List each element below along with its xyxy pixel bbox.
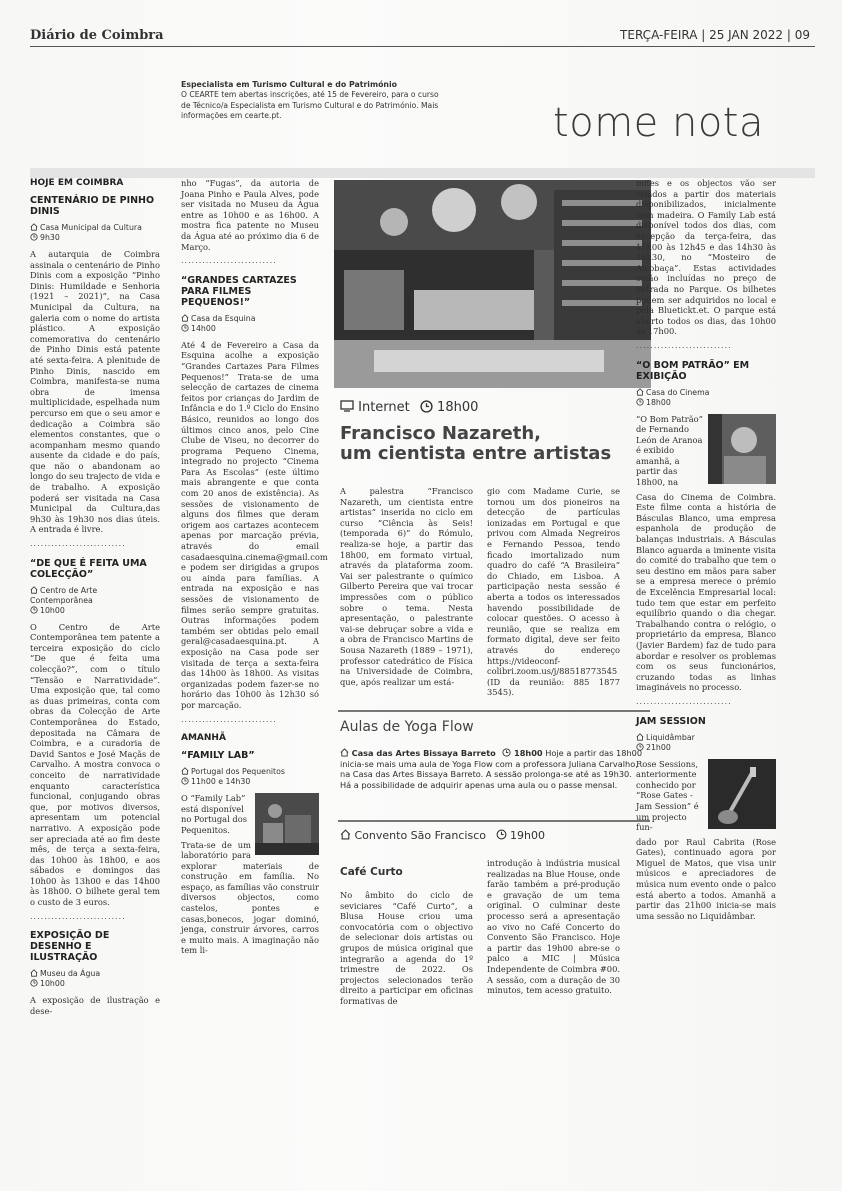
clock-icon [181,777,189,785]
divider-dots: ........................... [636,696,732,706]
event-text: A autarquia de Coimbra assinala o centenário de Pinho Dinis com a exposição “Pinho Dinis: Humildade e Senhoria (1921 – 2021)”, na Casa Municipal da Cultura, na galeria com o nome do artista plástico. A exposição comemorativa do centenário de Pinho Dinis está patente até sexta-feira. A plenitude de Pinho Dinis, nascido em Coimbra, manifesta-se numa obra de imensa multiplicidade, espelhada num percurso em que o seu amor e dedicação a Coimbra são elementos constantes, que o acompanham mesmo quando ausente da cidade e do país, que não o abandonam ao longo do seu trajecto de vida e de trabalho. A exposição poderá ser visitada na Casa Municipal da Cultura,das 9h30 às 19h30 nos dias úteis. A entrada é livre. [30,249,160,535]
promo-text: O CEARTE tem abertas inscrições, até 15 de Fevereiro, para o curso de Técnico/a Especialista em Turismo Cultural e do Património. Mais informações em cearte.pt. [181,90,439,121]
event-venue: Casa Municipal da Cultura [30,223,160,233]
clock-icon [30,606,38,614]
event-title: JAM SESSION [636,715,706,727]
photo-image [255,793,319,855]
home-icon [636,733,644,741]
yoga-title: Aulas de Yoga Flow [340,719,474,735]
home-icon [30,223,38,231]
home-icon [181,314,189,322]
yoga-rule [338,710,650,712]
event-text: Trata-se de um laboratório para explorar materiais de construção em família. No espaço, as famílias vão construir diversos objectos, como castelos, pontes e casas,bonecos, jogar dominó, jenga, construir árvores, carros e muito mais. A imaginação não tem li- [181,839,319,956]
yoga-text: Casa das Artes Bissaya Barreto 18h00 Hoje a partir das 18h00 inicia-se mais uma aula de Yoga Flow com a professora Juliana Carvalho, na Casa das Artes Bissaya Barreto. A sessão prolonga-se até as 19h30. Há a possibilidade de adquirir apenas uma aula ou o passe mensal. [340,748,643,790]
kicker-tomorrow: AMANHÃ [181,733,226,744]
divider-dots: ........................... [636,340,732,350]
clock-icon [30,979,38,987]
event-time: 14h00 [181,324,319,334]
event-title: “O BOM PATRÃO” EM EXIBIÇÃO [636,359,750,382]
photo-image [334,180,651,388]
home-icon [30,586,38,594]
divider-dots: ........................... [181,714,277,724]
event-text: O “Family Lab” está disponível no Portugal dos Pequenitos. [181,793,247,835]
column-2 [181,178,328,960]
film-actor-photo [708,414,776,484]
clock-icon [496,829,507,840]
event-time: 10h00 [30,606,160,616]
event-title: “GRANDES CARTAZES PARA FILMES PEQUENOS!” [181,274,297,308]
event-text: Até 4 de Fevereiro a Casa da Esquina acolhe a exposição “Grandes Cartazes Para Filmes Pequenos!” Trata-se de uma selecção de cartazes de cinema feitos por crianças do Jardim de Infância e do 1.º Ciclo do Ensino Básico, reunidos ao longo dos últimos cinco anos, pelo Cine Clube de Viseu, no decorrer do programa Pequeno Cinema, integrado no projecto “Cinema Para As Escolas” (este último mais abrangente e que conta com 20 anos de existência). As sessões de visionamento de alguns dos filmes que deram origem aos cartazes acontecem apenas por marcação prévia, através do email casadaesquina.cinema@gmail.com e podem ser dirigidas a grupos ou ainda para famílias. A entrada na exposição e nas sessões de visionamento de filmes serão sempre gratuitas. Outras informações podem também ser obtidas pelo email geral@casadaesquina.pt. A exposição na Casa pode ser visitada de terça a sexta-feira das 14h00 às 18h00. As visitas organizadas podem fazer-se no horário das 10h00 às 12h30 só por marcação. [181,339,328,710]
event-time: 9h30 [30,233,160,243]
clock-icon [30,233,38,241]
divider-dots: ........................... [181,256,277,266]
cafe-text-left: No âmbito do ciclo de seviciares “Café Curto”, a Blusa House criou uma convocatória com o objectivo de selecionar dois artistas ou grupos de música original que integrarão a agenda do 1º trimestre de 2022. Os projectos selecionados terão direito a participar em oficinas formativas de [340,890,473,1006]
event-time: 21h00 [636,743,776,753]
issue-date: TERÇA-FEIRA | 25 JAN 2022 | 09 [620,28,810,42]
divider-dots: ........................... [30,539,126,549]
event-text: dado por Raul Cabrita (Rose Gates), continuado agora por Miguel de Matos, que visa unir músicos e apreciadores de música num evento onde o palco está aberto a todos. Amanhã a partir das 21h00 inicia-se mais uma sessão no Liquidâmbar. [636,836,776,921]
event-venue: Casa do Cinema [636,388,776,398]
promo-box [181,80,441,122]
home-icon [340,748,349,757]
event-title: CENTENÁRIO DE PINHO DINIS [30,195,155,217]
event-text: Casa do Cinema de Coimbra. Este filme conta a história de Básculas Blanco, uma empresa espanhola de produção de balanças industriais. A Básculas Blanco aguarda a iminente visita do comité do trabalho que tem o seu destino em mãos para saber se a empresa merece o prémio de Excelência Empresarial local: tudo tem que estar em perfeito equilíbrio quando o dia chegar. Trabalhando contra o relógio, o proprietário da empresa, Blanco (Javier Bardem) faz de tudo para abordar e resolver os problemas com os seus funcionários, cruzando todas as linhas imagináveis no processo. [636,491,776,693]
home-icon [181,767,189,775]
clock-icon [181,324,189,332]
cafe-curto-title: Café Curto [340,866,403,878]
event-title: “DE QUE É FEITA UMA COLECÇÃO” [30,557,147,580]
continued-text: nho “Fugas”, da autoria de Joana Pinho e Paula Alves, pode ser visitada no Museu da Água entre as 10h00 e as 16h00. A mostra fica patente no Museu da Água até ao próximo dia 6 de Março. [181,178,319,252]
convento-rule [338,820,650,822]
photo-image [708,414,776,484]
event-venue: Portugal dos Pequenitos [181,767,319,777]
clock-icon [636,398,644,406]
event-time: 11h00 e 14h30 [181,777,319,787]
event-time: 18h00 [636,398,776,408]
cafe-text-right: introdução à indústria musical realizadas na Blue House, onde farão também a pré-produção e gravação de um tema original. O culminar deste processo será a apresentação ao vivo no Café Concerto do Convento São Francisco. Hoje a partir das 19h00 abre-se o palco a MIC | Música Independente de Coimbra #00. A sessão, com a duração de 30 minutos, tem acesso gratuito. [487,858,620,996]
guitar-image [708,759,776,829]
feature-meta: Internet 18h00 [340,400,478,415]
event-venue: Museu da Água [30,969,160,979]
column-4 [636,178,776,925]
section-band [30,168,815,178]
monitor-icon [340,400,354,412]
clock-icon [636,743,644,751]
kicker-today: HOJE EM COIMBRA [30,178,124,188]
clock-icon [502,748,511,757]
home-icon [636,388,644,396]
convento-meta: Convento São Francisco 19h00 [340,829,545,842]
event-text: A exposição de ilustração e dese- [30,995,160,1016]
event-venue: Centro de Arte Contemporânea [30,585,98,605]
event-venue: Casa da Esquina [181,314,319,324]
clock-icon [420,400,433,413]
feature-text-left: A palestra “Francisco Nazareth, um cientista entre artistas” inserida no ciclo em curso “Ciência às Seis! (temporada 6)” do Rómulo, realiza-se hoje, a partir das 18h00, em formato virtual, através da plataforma zoom. Vai ser palestrante o químico Gilberto Pereira que vai trocar impressões com o público sobre o tema. Nesta apresentação, o palestrante vai-se debruçar sobre a vida e a obra de Francisco Martins de Sousa Nazareth (1889 – 1971), professor catedrático de Física na Universidade de Coimbra, que, após realizar um está- [340,486,473,687]
library-photo [334,180,651,388]
event-title: “FAMILY LAB” [181,750,255,762]
event-venue: Liquidâmbar [636,733,776,743]
family-lab-photo [255,793,319,855]
divider-dots: ........................... [30,911,126,921]
header-rule [30,46,815,47]
event-text: Rose Sessions, anteriormente conhecido por “Rose Gates - Jam Session” é um projecto fun- [636,758,699,833]
masthead-brand: Diário de Coimbra [30,28,164,43]
section-title: tome nota [553,100,764,146]
event-text: O Centro de Arte Contemporânea tem patente a terceira exposição do ciclo “De que é feita uma colecção?”, com o título “Tensão e Narratividade”. Uma exposição que, tal como as duas primeiras, conta com obras da Colecção de Arte Contemporânea do Estado, depositada na Câmara de Coimbra, e a curadoria de David Santos e José Maçãs de Carvalho. A mostra convoca o conceito de narratividade enquanto característica funcional, conjugando obras que, por motivos diversos, apresentam um potencial narrativo. A exposição pode ser apreciada até ao fim deste mês, de terça a sexta-feira, das 10h00 às 18h00, e aos sábados e domingos das 10h00 às 13h00 e das 14h00 às 18h00. O bilhete geral tem o custo de 3 euros. [30,621,160,908]
event-time: 10h00 [30,979,160,989]
event-text: “O Bom Patrão” de Fernando León de Aranoa é exibido amanhã, a partir das 18h00, na [636,413,703,488]
guitar-photo [708,759,776,829]
feature-text-right: gio com Madame Curie, se tornou um dos pioneiros na detecção de partículas ionizadas em Portugal e que privou com Almada Negreiros e Fernando Pessoa, tendo ficado imortalizado num quadro do café “A Brasileira” do Chiado, em Lisboa. A participação nesta sessão é aberta a todos os interessados havendo possibilidade de colocar questões. O acesso à reunião, que se realiza em formato digital, deve ser feito através do endereço https://videoconf-colibri.zoom.us/j/88518773545 (ID da reunião: 885 1877 3545). [487,486,620,698]
home-icon [340,829,351,840]
promo-title: Especialista em Turismo Cultural e do Património [181,80,398,89]
feature-headline: Francisco Nazareth, um cientista entre artistas [340,423,612,464]
event-title: EXPOSIÇÃO DE DESENHO E ILUSTRAÇÃO [30,930,110,964]
column-1 [30,178,160,1020]
continued-text: mites e os objectos vão ser criados a partir dos materiais disponibilizados, inicialmente com madeira. O Family Lab está disponível todos dos dias, com excepção da terça-feira, das 11h00 às 12h45 e das 14h30 às 16h30, no “Mosteiro de Alcobaça”. Estas actividades estão incluídas no preço de entrada no Parque. Os bilhetes podem ser adquiridos no local e pela Bluetickt.et. O parque está aberto todos os dias, das 10h00 às 17h00. [636,178,776,337]
home-icon [30,969,38,977]
